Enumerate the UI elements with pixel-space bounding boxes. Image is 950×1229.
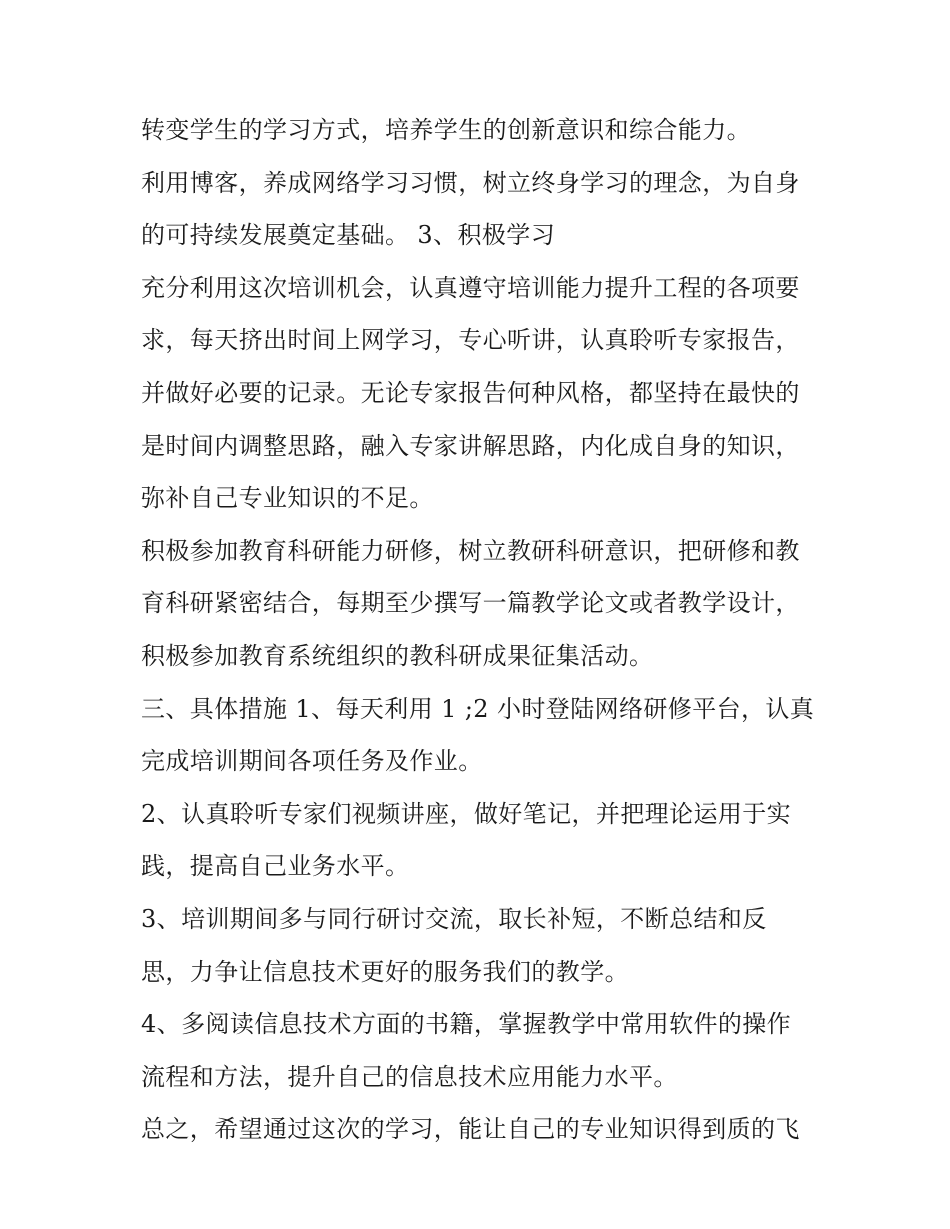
text-line: 总之，希望通过这次的学习，能让自己的专业知识得到质的飞 — [141, 1115, 800, 1144]
text-line: 育科研紧密结合，每期至少撰写一篇教学论文或者教学设计， — [141, 589, 800, 618]
text-line: 思，力争让信息技术更好的服务我们的教学。 — [141, 957, 629, 986]
text-line: 利用博客，养成网络学习习惯，树立终身学习的理念，为自身 — [141, 168, 800, 197]
text-line: 是时间内调整思路，融入专家讲解思路，内化成自身的知识， — [141, 431, 800, 460]
text-line: 2、认真聆听专家们视频讲座，做好笔记，并把理论运用于实 — [141, 799, 792, 828]
text-line: 转变学生的学习方式，培养学生的创新意识和综合能力。 — [141, 116, 751, 144]
text-line: 积极参加教育系统组织的教科研成果征集活动。 — [141, 641, 654, 670]
text-line: 并做好必要的记录。无论专家报告何种风格，都坚持在最快的 — [141, 378, 800, 407]
text-line: 完成培训期间各项任务及作业。 — [141, 747, 483, 776]
text-line: 的可持续发展奠定基础。 3、积极学习 — [141, 221, 556, 250]
text-line: 弥补自己专业知识的不足。 — [141, 484, 434, 513]
text-line: 积极参加教育科研能力研修，树立教研科研意识，把研修和教 — [141, 536, 800, 565]
text-line: 4、多阅读信息技术方面的书籍，掌握教学中常用软件的操作 — [141, 1010, 792, 1039]
text-line: 充分利用这次培训机会，认真遵守培训能力提升工程的各项要 — [141, 273, 800, 302]
text-line: 三、具体措施 1、每天利用 1 ;2 小时登陆网络研修平台，认真 — [141, 694, 815, 723]
text-line: 流程和方法，提升自己的信息技术应用能力水平。 — [141, 1062, 678, 1091]
document-body — [141, 104, 831, 1156]
text-line: 践，提高自己业务水平。 — [141, 852, 410, 881]
text-line: 求，每天挤出时间上网学习，专心听讲，认真聆听专家报告， — [141, 326, 800, 355]
text-line: 3、培训期间多与同行研讨交流，取长补短，不断总结和反 — [141, 904, 767, 933]
